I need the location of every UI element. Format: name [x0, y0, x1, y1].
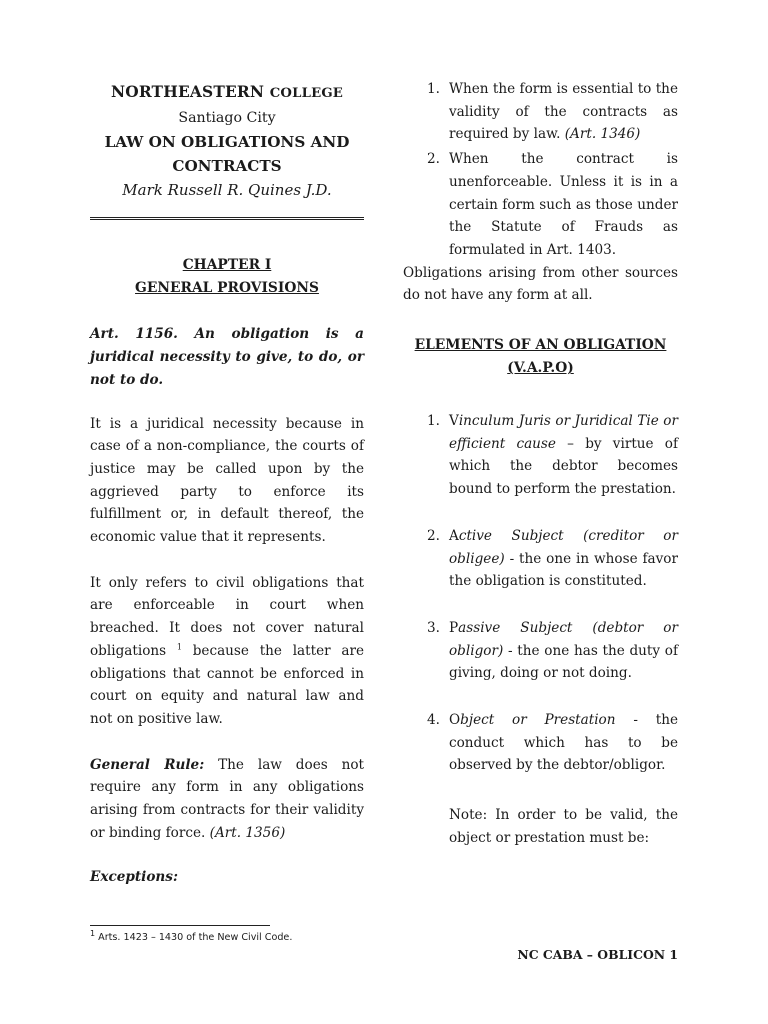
paragraph-civil-obligations-part2: because the latter are obligations that cannot be enforced in court on equity and natural law and not on positive law.	[90, 642, 364, 727]
element-number: 1.	[427, 413, 440, 430]
exception-text: When the contract is unenforceable. Unless it is in a certain form such as those under the Statute of Frauds as formulated in Art. 1403.	[449, 151, 678, 258]
college-city: Santiago City	[178, 110, 276, 126]
element-number: 4.	[427, 712, 440, 729]
exceptions-label: Exceptions:	[90, 869, 178, 886]
element-description: - the one has the duty of giving, doing or not doing.	[449, 642, 678, 682]
page-footer: NC CABA – OBLICON 1	[517, 947, 678, 962]
right-column	[403, 78, 678, 850]
element-description: - the conduct which has to be observed by the debtor/obligor.	[449, 712, 678, 774]
element-description: – by virtue of which the debtor becomes bound to perform the prestation.	[449, 435, 679, 498]
exception-item-1	[403, 78, 678, 146]
course-title-line2: CONTRACTS	[172, 157, 282, 175]
college-name	[90, 80, 364, 106]
exception-number: 1.	[427, 81, 440, 97]
element-initial: O	[449, 712, 461, 729]
left-column	[90, 80, 364, 889]
element-item-1	[403, 410, 678, 501]
elements-heading-line2: (V.A.P.O)	[507, 360, 574, 377]
element-description: - the one in whose favor the obligation is constituted.	[449, 550, 678, 590]
element-item-2	[403, 525, 678, 593]
element-initial: V	[449, 413, 459, 430]
element-initial: A	[449, 527, 459, 544]
general-rule-citation: (Art. 1356)	[209, 824, 286, 841]
element-term: inculum Juris or Juridical Tie or efficient cause	[449, 413, 678, 452]
course-title-line1: LAW ON OBLIGATIONS AND	[104, 133, 350, 151]
college-name-small: COLLEGE	[269, 86, 344, 101]
element-initial: P	[449, 619, 459, 636]
college-name-main: NORTHEASTERN	[110, 83, 265, 101]
article-1156: Art. 1156. An obligation is a juridical necessity to give, to do, or not to do.	[90, 326, 364, 388]
exception-item-2	[403, 148, 678, 262]
footnote-text: Arts. 1423 – 1430 of the New Civil Code.	[95, 932, 293, 943]
element-note: Note: In order to be valid, the object or prestation must be:	[449, 807, 678, 846]
exception-text: When the form is essential to the validity of the contracts as required by law.	[449, 81, 678, 143]
exception-number: 2.	[427, 151, 440, 168]
chapter-number: CHAPTER I	[182, 257, 272, 273]
element-item-3	[403, 617, 678, 685]
chapter-title: GENERAL PROVISIONS	[135, 279, 319, 296]
elements-heading-line1: ELEMENTS OF AN OBLIGATION	[414, 337, 667, 354]
exception-citation: (Art. 1346)	[564, 126, 641, 143]
element-term: bject or Prestation	[460, 712, 616, 729]
footnote-divider	[90, 925, 270, 926]
paragraph-other-sources: Obligations arising from other sources do not have any form at all.	[403, 264, 678, 304]
general-rule-label: General Rule:	[90, 756, 205, 773]
footnote-mark: 1	[90, 928, 96, 938]
element-term: ctive Subject (creditor or obligee)	[449, 527, 678, 567]
paragraph-civil-obligations-part1: It only refers to civil obligations that are enforceable in court when breached. It does not cover natural obligations	[90, 574, 364, 659]
general-rule-text: The law does not require any form in any obligations arising from contracts for their validity or binding force.	[90, 756, 364, 841]
element-number: 3.	[427, 619, 440, 636]
footnote-reference: 1	[176, 642, 182, 652]
element-item-4	[403, 709, 678, 777]
exceptions-list	[403, 78, 678, 262]
paragraph-civil-obligations	[90, 572, 364, 731]
element-number: 2.	[427, 527, 440, 544]
author-name: Mark Russell R. Quines J.D.	[122, 181, 332, 199]
paragraph-general-rule	[90, 754, 364, 845]
paragraph-juridical-necessity: It is a juridical necessity because in case of a non-compliance, the courts of justice may be called upon by the aggrieved party to enforce its fulfillment or, in default thereof, the economic value that it represents.	[90, 415, 364, 546]
footnote	[90, 928, 293, 943]
element-term: assive Subject (debtor or obligor)	[449, 619, 678, 659]
